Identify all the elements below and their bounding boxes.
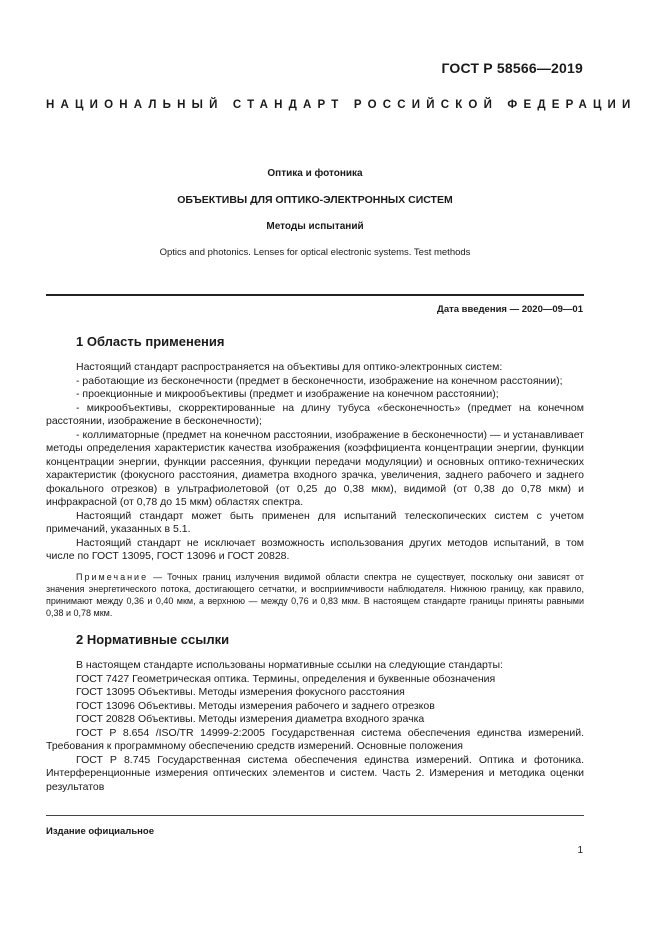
- paragraph: - микрообъективы, скорректированные на длину тубуса «бесконечность» (предмет на конечном расстоянии, изображение в бесконечности);: [46, 401, 584, 427]
- reference-item: ГОСТ 13096 Объективы. Методы измерения рабочего и заднего отрезков: [76, 699, 435, 712]
- reference-item: ГОСТ Р 8.654 /ISO/TR 14999-2:2005 Государственная система обеспечения единства измерений. Требования к программному обеспечению средств измерений. Основные положения: [46, 726, 584, 752]
- reference-item: ГОСТ 20828 Объективы. Методы измерения диаметра входного зрачка: [76, 713, 425, 725]
- english-title: Optics and photonics. Lenses for optical electronic systems. Test methods: [159, 247, 471, 258]
- reference-item: ГОСТ 7427 Геометрическая оптика. Термины, определения и буквенные обозначения: [76, 672, 496, 685]
- note-label: Примечание: [76, 572, 149, 582]
- document-code: ГОСТ Р 58566—2019: [441, 60, 583, 76]
- paragraph: Настоящий стандарт может быть применен для испытаний телескопических систем с учетом примечаний, указанных в 5.1.: [46, 509, 584, 535]
- note-text: — Точных границ излучения видимой области спектра не существует, поскольку они зависят от значения энергетического потока, достигающего сетчатки, и восприимчивости наблюдателя. Нижнюю границу, как правило, принимают между 0,36 и 0,40 мкм, а верхнюю — между 0,76 и 0,83 мкм. В настоящем стандарте границы приняты равными 0,38 и 0,78 мкм.: [46, 572, 584, 618]
- paragraph: - коллиматорные (предмет на конечном расстоянии, изображение в бесконечности) — и устанавливает методы определения характеристик качества изображения (коэффициента концентрации энергии, функции концентрации энергии, функции рассеяния, функции передачи модуляции) и основных оптико-технических характеристик (фокусного расстояния, диаметра входного зрачка, увеличения, заднего рабочего и заднего фокального отрезков) в ультрафиолетовой (от 0,25 до 0,38 мкм), видимой (от 0,38 до 0,78 мкм) и инфракрасной (от 0,78 до 15 мкм) областях спектра.: [46, 428, 584, 508]
- section-2-title: 2 Нормативные ссылки: [76, 632, 230, 647]
- section-2-body: [46, 659, 584, 794]
- paragraph: В настоящем стандарте использованы нормативные ссылки на следующие стандарты:: [76, 659, 503, 671]
- paragraph: - работающие из бесконечности (предмет в бесконечности, изображение на конечном расстоянии);: [76, 374, 563, 387]
- national-standard-heading: НАЦИОНАЛЬНЫЙ СТАНДАРТ РОССИЙСКОЙ ФЕДЕРАЦИИ: [46, 99, 637, 111]
- paragraph: Настоящий стандарт распространяется на объективы для оптико-электронных систем:: [76, 361, 503, 373]
- paragraph: Настоящий стандарт не исключает возможность использования других методов испытаний, в том числе по ГОСТ 13095, ГОСТ 13096 и ГОСТ 20828.: [46, 536, 584, 562]
- introduction-date: Дата введения — 2020—09—01: [437, 304, 583, 315]
- paragraph: - проекционные и микрообъективы (предмет и изображение на конечном расстоянии);: [76, 388, 499, 400]
- document-subtitle: Оптика и фотоника: [267, 168, 363, 179]
- section-1-body: [46, 361, 584, 564]
- document-title: ОБЪЕКТИВЫ ДЛЯ ОПТИКО-ЭЛЕКТРОННЫХ СИСТЕМ: [177, 194, 453, 206]
- reference-item: ГОСТ 13095 Объективы. Методы измерения фокусного расстояния: [76, 686, 405, 698]
- page-number: 1: [577, 845, 583, 856]
- top-divider: [46, 294, 584, 296]
- note: [46, 571, 584, 619]
- footer-divider: [46, 815, 584, 816]
- document-methods-title: Методы испытаний: [266, 221, 364, 232]
- official-edition-label: Издание официальное: [46, 826, 154, 837]
- section-1-title: 1 Область применения: [76, 334, 225, 349]
- reference-item: ГОСТ Р 8.745 Государственная система обеспечения единства измерений. Оптика и фотоника. Интерференционные измерения оптических элементов и систем. Часть 2. Измерения и методика оценки результатов: [46, 753, 584, 793]
